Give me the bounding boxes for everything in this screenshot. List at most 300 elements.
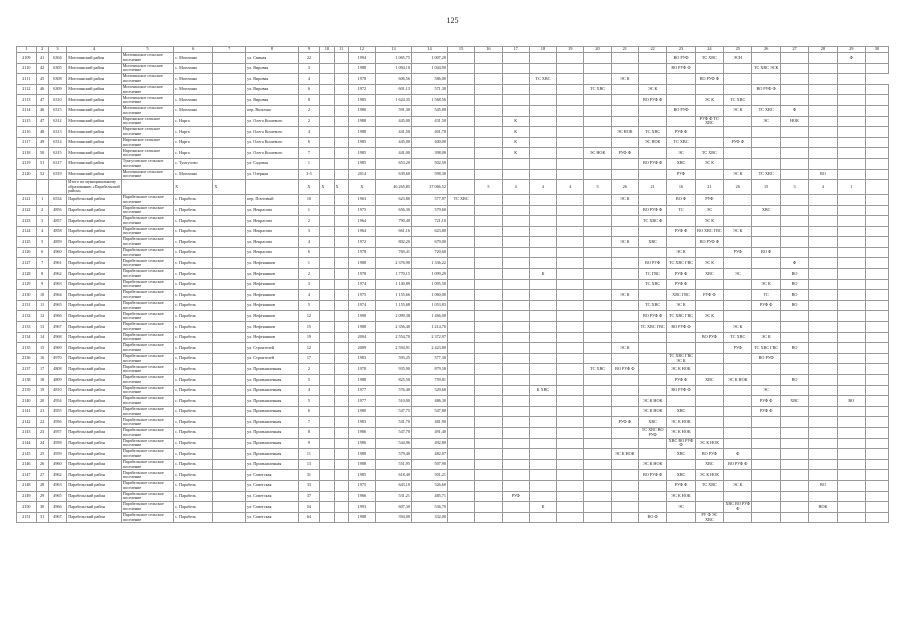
table-cell: [334, 105, 348, 116]
table-cell: [334, 322, 348, 333]
table-cell: Парабельский район: [67, 480, 122, 491]
table-cell: [638, 375, 666, 386]
table-cell: ВО РУФ: [667, 105, 695, 116]
table-cell: 14: [36, 332, 48, 343]
table-cell: 1 140,89: [375, 279, 411, 290]
table-cell: [638, 74, 666, 85]
table-cell: [724, 279, 752, 290]
table-cell: Парабельский район: [67, 269, 122, 280]
table-cell: [502, 290, 529, 301]
table-cell: ул. Промышленная: [246, 459, 298, 470]
column-header: 27: [780, 47, 808, 53]
table-cell: [865, 205, 888, 216]
table-cell: ЭС К: [724, 169, 752, 180]
table-cell: [611, 258, 638, 269]
table-cell: [475, 258, 502, 269]
table-cell: 545,80: [411, 105, 447, 116]
table-cell: [865, 95, 888, 106]
table-cell: 4966: [48, 311, 67, 322]
table-cell: ТС ХВС: [724, 332, 752, 343]
table-cell: [557, 105, 584, 116]
table-cell: [529, 375, 556, 386]
table-cell: [865, 180, 888, 195]
table-cell: [213, 84, 246, 95]
table-cell: [213, 375, 246, 386]
table-cell: 21: [638, 180, 666, 195]
table-cell: [502, 237, 529, 248]
table-cell: 593,25: [375, 353, 411, 364]
table-cell: [724, 237, 752, 248]
table-cell: ул. Промышленная: [246, 364, 298, 375]
table-cell: ТС: [667, 205, 695, 216]
table-cell: 3: [298, 279, 320, 290]
table-cell: [611, 427, 638, 438]
table-cell: [557, 116, 584, 127]
table-cell: [320, 427, 334, 438]
table-cell: [584, 438, 611, 449]
table-cell: 5: [298, 375, 320, 386]
column-header: 24: [695, 47, 723, 53]
table-cell: [780, 470, 808, 481]
table-cell: [502, 84, 529, 95]
table-cell: [334, 438, 348, 449]
table-cell: 4857: [48, 216, 67, 227]
table-cell: РУФ Ф: [611, 148, 638, 159]
table-cell: [320, 364, 334, 375]
table-cell: Парабельский район: [67, 375, 122, 386]
table-cell: [475, 385, 502, 396]
table-cell: Парабельское сельское поселение: [121, 512, 173, 523]
table-cell: [213, 63, 246, 74]
table-cell: 2150: [17, 502, 37, 513]
table-cell: [557, 137, 584, 148]
table-cell: 4810: [48, 385, 67, 396]
table-cell: [695, 105, 723, 116]
table-cell: 656,30: [375, 205, 411, 216]
table-cell: ВО: [809, 480, 837, 491]
table-cell: ул. Некрасова: [246, 247, 298, 258]
table-row: [17, 63, 889, 74]
table-cell: [584, 491, 611, 502]
table-cell: 13: [298, 459, 320, 470]
table-cell: [529, 396, 556, 407]
table-cell: [584, 375, 611, 386]
table-cell: 2118: [17, 148, 37, 159]
table-cell: Парабельское сельское поселение: [121, 459, 173, 470]
table-cell: [865, 375, 888, 386]
table-cell: [780, 438, 808, 449]
table-cell: [638, 105, 666, 116]
table-cell: [320, 512, 334, 523]
table-cell: [334, 95, 348, 106]
table-cell: [695, 396, 723, 407]
table-cell: К: [502, 148, 529, 159]
table-cell: 2 423,80: [411, 343, 447, 354]
table-cell: [837, 169, 865, 180]
table-cell: 935,90: [375, 364, 411, 375]
table-cell: 2: [298, 269, 320, 280]
table-cell: [475, 364, 502, 375]
table-cell: ул. Промышленная: [246, 427, 298, 438]
table-cell: [502, 459, 529, 470]
table-row: [17, 169, 889, 180]
table-cell: [695, 137, 723, 148]
table-cell: [584, 512, 611, 523]
table-cell: 12: [36, 311, 48, 322]
table-cell: 2: [298, 105, 320, 116]
table-cell: ЭС К: [695, 311, 723, 322]
table-cell: ЭСН: [724, 53, 752, 64]
table-cell: Парабельское сельское поселение: [121, 290, 173, 301]
table-cell: [752, 127, 780, 138]
table-cell: ВО: [780, 269, 808, 280]
table-cell: Ф: [780, 105, 808, 116]
table-cell: [447, 438, 474, 449]
table-cell: 6304: [48, 53, 67, 64]
table-cell: РУФ Ф: [667, 480, 695, 491]
table-cell: [865, 258, 888, 269]
table-cell: [695, 491, 723, 502]
table-cell: [638, 438, 666, 449]
table-cell: ХВС: [638, 237, 666, 248]
table-cell: [320, 258, 334, 269]
table-cell: [213, 459, 246, 470]
table-row: [17, 269, 889, 280]
table-cell: [752, 148, 780, 159]
table-cell: Парабельское сельское поселение: [121, 247, 173, 258]
table-cell: Парабельский район: [67, 427, 122, 438]
table-cell: Парабельский район: [67, 258, 122, 269]
table-cell: 2142: [17, 417, 37, 428]
table-cell: [667, 237, 695, 248]
table-cell: [529, 322, 556, 333]
table-cell: [611, 116, 638, 127]
table-cell: 547,75: [375, 406, 411, 417]
table-cell: РУФ Ф: [667, 226, 695, 237]
table-body: [17, 53, 889, 523]
table-cell: ЭС: [667, 502, 695, 513]
table-cell: [475, 406, 502, 417]
table-cell: 1 568,56: [411, 95, 447, 106]
table-cell: 1985: [348, 137, 375, 148]
table-cell: [780, 237, 808, 248]
table-cell: НОК: [809, 502, 837, 513]
table-cell: 4962: [48, 269, 67, 280]
table-cell: Могочинский район: [67, 105, 122, 116]
table-cell: [213, 53, 246, 64]
table-cell: [557, 205, 584, 216]
table-cell: К: [529, 502, 556, 513]
table-cell: [320, 53, 334, 64]
table-cell: [213, 226, 246, 237]
table-cell: [334, 385, 348, 396]
table-cell: [320, 470, 334, 481]
table-cell: [334, 470, 348, 481]
table-cell: ЭС НОК: [584, 148, 611, 159]
table-cell: [334, 237, 348, 248]
table-cell: [475, 216, 502, 227]
table-cell: с. Парабель: [174, 427, 213, 438]
table-cell: [475, 137, 502, 148]
table-cell: [334, 148, 348, 159]
table-cell: [502, 74, 529, 85]
table-cell: [447, 353, 474, 364]
table-cell: 2138: [17, 375, 37, 386]
table-cell: ул. Некрасова: [246, 237, 298, 248]
table-cell: [475, 194, 502, 205]
table-cell: 6314: [48, 137, 67, 148]
table-cell: [724, 385, 752, 396]
table-cell: 551,95: [375, 459, 411, 470]
table-cell: [865, 322, 888, 333]
table-cell: ТС ХВС ВО РУФ: [638, 427, 666, 438]
table-cell: [334, 116, 348, 127]
table-cell: Парабельское сельское поселение: [121, 417, 173, 428]
table-cell: [837, 459, 865, 470]
table-cell: [837, 158, 865, 169]
table-cell: с. Парабель: [174, 205, 213, 216]
table-cell: [837, 74, 865, 85]
table-cell: 1966: [348, 491, 375, 502]
table-cell: [213, 169, 246, 180]
table-cell: [213, 502, 246, 513]
table-cell: 45: [36, 74, 48, 85]
table-cell: [724, 364, 752, 375]
table-row: [17, 427, 889, 438]
table-cell: [557, 449, 584, 460]
table-cell: [809, 127, 837, 138]
table-cell: [638, 491, 666, 502]
table-cell: ЭС К: [724, 480, 752, 491]
table-cell: [752, 470, 780, 481]
table-cell: [529, 194, 556, 205]
table-cell: ТС ХВС: [695, 53, 723, 64]
table-cell: [213, 396, 246, 407]
table-cell: 37: [298, 491, 320, 502]
table-row: [17, 95, 889, 106]
table-cell: [320, 95, 334, 106]
table-cell: 19: [36, 385, 48, 396]
table-cell: 2126: [17, 247, 37, 258]
table-cell: [865, 427, 888, 438]
table-cell: [584, 427, 611, 438]
table-cell: [320, 375, 334, 386]
table-cell: [447, 502, 474, 513]
table-cell: 4: [502, 180, 529, 195]
table-cell: 52: [36, 169, 48, 180]
table-cell: 441,50: [375, 127, 411, 138]
table-cell: с. Парабель: [174, 322, 213, 333]
table-cell: [502, 427, 529, 438]
table-cell: 25: [36, 449, 48, 460]
table-cell: ЭС К: [611, 194, 638, 205]
table-cell: Парабельское сельское поселение: [121, 364, 173, 375]
table-cell: Ф: [780, 258, 808, 269]
table-cell: [334, 194, 348, 205]
table-cell: [213, 322, 246, 333]
table-cell: [502, 300, 529, 311]
table-cell: [557, 269, 584, 280]
table-cell: 1988: [348, 375, 375, 386]
table-cell: 4: [298, 127, 320, 138]
table-cell: [837, 237, 865, 248]
table-cell: 7: [36, 258, 48, 269]
table-cell: Парабельский район: [67, 311, 122, 322]
table-cell: ВО: [780, 343, 808, 354]
table-cell: [475, 105, 502, 116]
table-cell: Парабельский район: [67, 438, 122, 449]
table-cell: ЭС К НОК: [695, 438, 723, 449]
table-cell: [865, 512, 888, 523]
column-header: 11: [334, 47, 348, 53]
table-cell: ВО РУФ: [695, 449, 723, 460]
table-cell: [447, 512, 474, 523]
table-cell: 400,00: [411, 137, 447, 148]
table-cell: 1994: [348, 53, 375, 64]
table-cell: ХВС ГВС: [667, 290, 695, 301]
table-cell: 10: [36, 290, 48, 301]
table-cell: с. Парабель: [174, 194, 213, 205]
table-cell: ул. Озёрная: [246, 169, 298, 180]
table-cell: [780, 353, 808, 364]
table-cell: 441,00: [375, 148, 411, 159]
table-cell: [638, 332, 666, 343]
table-cell: ВО Ф: [638, 512, 666, 523]
table-cell: [837, 449, 865, 460]
table-cell: ВО РУФ Ф: [611, 364, 638, 375]
table-cell: [447, 375, 474, 386]
table-cell: [780, 247, 808, 258]
table-cell: ЭС К НОК: [695, 470, 723, 481]
table-cell: ТС ХВС ГВС: [638, 322, 666, 333]
table-cell: [752, 427, 780, 438]
table-cell: [447, 158, 474, 169]
table-cell: Могочинский район: [67, 74, 122, 85]
table-row: [17, 417, 889, 428]
table-cell: ВО Ф: [752, 247, 780, 258]
table-cell: Парабельское сельское поселение: [121, 216, 173, 227]
table-row: [17, 290, 889, 301]
table-cell: 502,50: [411, 158, 447, 169]
table-cell: ТС ХВС: [752, 105, 780, 116]
table-cell: [837, 438, 865, 449]
table-cell: [584, 194, 611, 205]
table-cell: [780, 512, 808, 523]
table-cell: 2147: [17, 470, 37, 481]
table-cell: [502, 480, 529, 491]
table-cell: РУФ: [724, 247, 752, 258]
table-cell: РУФ Ф: [667, 279, 695, 290]
table-cell: с. Парабель: [174, 364, 213, 375]
table-cell: [36, 180, 48, 195]
table-cell: [611, 396, 638, 407]
table-cell: [246, 180, 298, 195]
table-cell: [752, 258, 780, 269]
table-cell: с. Парабель: [174, 449, 213, 460]
table-cell: с. Нарга: [174, 137, 213, 148]
table-cell: ул. Советская: [246, 480, 298, 491]
table-cell: [724, 127, 752, 138]
table-cell: [837, 63, 865, 74]
table-cell: 26: [36, 459, 48, 470]
table-cell: [667, 512, 695, 523]
table-cell: [320, 194, 334, 205]
table-cell: 9: [298, 438, 320, 449]
table-cell: 17: [298, 353, 320, 364]
table-cell: [809, 449, 837, 460]
table-cell: ВО РУФ: [752, 353, 780, 364]
table-row: [17, 127, 889, 138]
table-cell: [213, 269, 246, 280]
table-cell: [213, 95, 246, 106]
table-cell: [865, 116, 888, 127]
table-cell: ТС ХВС: [724, 95, 752, 106]
table-cell: ВО РУФ Ф: [638, 158, 666, 169]
table-cell: ул. Нефтяников: [246, 279, 298, 290]
table-cell: Парабельское сельское поселение: [121, 258, 173, 269]
table-cell: [584, 53, 611, 64]
table-cell: 6534: [48, 194, 67, 205]
table-cell: 2143: [17, 427, 37, 438]
table-cell: ул. Некрасова: [246, 216, 298, 227]
table-cell: [475, 332, 502, 343]
table-cell: 2112: [17, 84, 37, 95]
table-cell: [447, 343, 474, 354]
table-cell: 2121: [17, 194, 37, 205]
table-cell: 2132: [17, 311, 37, 322]
table-cell: 4859: [48, 237, 67, 248]
table-row: [17, 364, 889, 375]
table-cell: [584, 417, 611, 428]
table-cell: [638, 385, 666, 396]
column-header: 6: [174, 47, 213, 53]
table-row: [17, 258, 889, 269]
table-cell: [638, 194, 666, 205]
table-cell: ЭС: [667, 148, 695, 159]
table-cell: 4858: [48, 226, 67, 237]
table-cell: [809, 427, 837, 438]
table-cell: [447, 385, 474, 396]
table-cell: Парабельский район: [67, 279, 122, 290]
table-cell: 1974: [348, 300, 375, 311]
table-cell: [584, 322, 611, 333]
table-cell: [837, 353, 865, 364]
table-cell: [502, 396, 529, 407]
table-cell: [557, 470, 584, 481]
table-cell: [611, 53, 638, 64]
table-cell: [865, 269, 888, 280]
table-cell: [213, 353, 246, 364]
table-cell: 2119: [17, 158, 37, 169]
table-cell: [611, 502, 638, 513]
table-cell: [837, 194, 865, 205]
table-cell: [638, 290, 666, 301]
table-cell: 4961: [48, 258, 67, 269]
table-cell: ЭС К НОК: [638, 459, 666, 470]
table-cell: [334, 63, 348, 74]
column-header: 2: [36, 47, 48, 53]
table-cell: 51: [36, 158, 48, 169]
table-cell: [475, 74, 502, 85]
table-cell: ЭС К: [638, 84, 666, 95]
table-cell: ТС ГВС: [638, 269, 666, 280]
table-cell: [447, 311, 474, 322]
table-cell: 50: [36, 148, 48, 159]
table-cell: 394,00: [375, 512, 411, 523]
table-cell: [557, 417, 584, 428]
table-cell: [447, 491, 474, 502]
table-cell: [475, 279, 502, 290]
